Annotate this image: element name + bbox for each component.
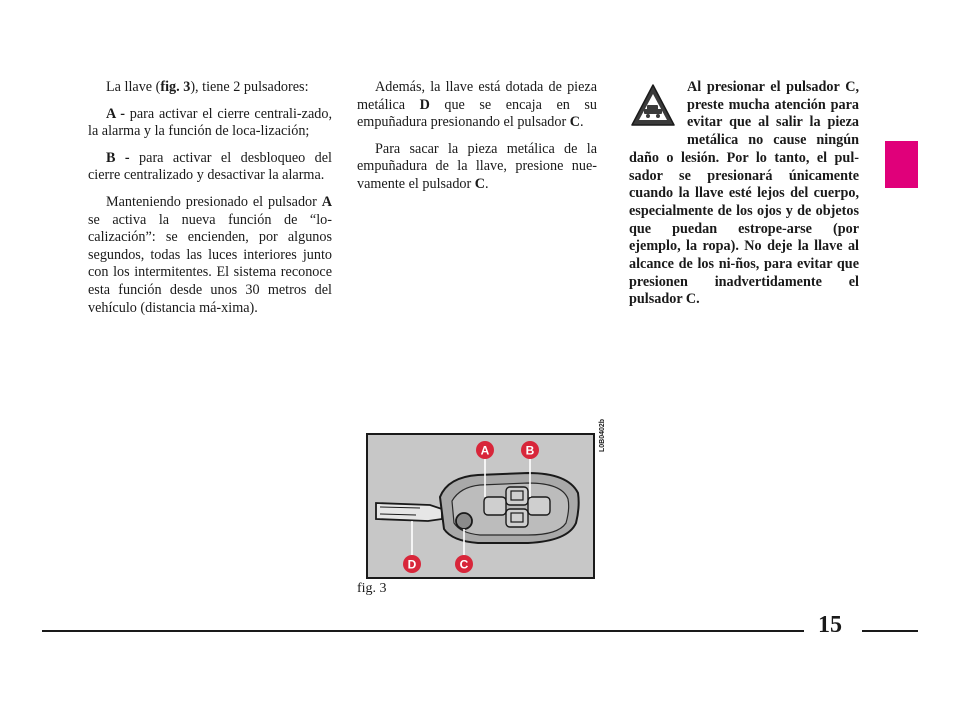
label-d: D — [407, 557, 417, 572]
metal-piece-text-mid: que se encaja en su empuñadura presionando el pulsador — [357, 96, 597, 131]
remove-text: Para sacar la pieza metálica de la empuñadura de la llave, presione nue-vamente el pulsador — [357, 140, 597, 192]
item-a-label: A - — [106, 105, 125, 122]
intro-text-end: ), tiene 2 pulsadores: — [190, 79, 309, 95]
localization-text-end: se activa la nueva función de “lo-calización”: se encienden, por algunos segundos, todas las luces interiores junto con los intermitentes. El sistema reconoce esta función desde unos 30 metros del vehículo (distancia má-xima). — [88, 211, 332, 316]
footer-rule-right — [862, 630, 918, 632]
warning-triangle-icon — [629, 81, 677, 131]
key-illustration — [368, 435, 593, 577]
localization-key: A — [321, 193, 332, 210]
footer-rule-left — [42, 630, 804, 632]
item-b-label: B - — [106, 149, 130, 166]
page-number: 15 — [818, 612, 842, 638]
remove-paragraph — [357, 141, 597, 194]
figure-code: L0B0402b — [599, 418, 606, 452]
column-left — [88, 79, 332, 326]
localization-text: Manteniendo presionado el pulsador — [106, 193, 322, 210]
warning-column — [629, 79, 859, 309]
item-a-text: para activar el cierre centrali-zado, la alarma y la función de loca-lización; — [88, 105, 332, 140]
figure-reference: fig. 3 — [160, 79, 191, 95]
metal-piece-text: Además, la llave está dotada de pieza metálica — [357, 79, 597, 113]
key-figure — [366, 433, 595, 579]
label-a: A — [480, 443, 490, 458]
item-b-text: para activar el desbloqueo del cierre centralizado y desactivar la alarma. — [88, 149, 332, 184]
section-tab-marker — [885, 141, 918, 188]
figure-caption: fig. 3 — [357, 581, 387, 596]
key-d: D — [419, 96, 430, 113]
item-a — [88, 106, 332, 141]
metal-piece-text-end: . — [580, 114, 584, 131]
label-c: C — [459, 557, 469, 572]
label-b: B — [525, 443, 535, 458]
remove-text-end: . — [485, 175, 489, 192]
metal-piece-paragraph — [357, 79, 597, 132]
warning-text: Al presionar el pulsador C, preste mucha atención para evitar que al salir la pieza metálica no cause ningún daño o lesión. Por lo tanto, el pul-sador se presionará únicamente cuando la llave esté lejos del cuerpo, especialmente de los ojos y de objetos que puedan estrope-arse (por ejemplo, la ropa). No deje la llave al alcance de los ni-ños, para evitar que presionen inadvertidamente el pulsador C. — [629, 79, 859, 308]
intro-paragraph — [88, 79, 332, 97]
item-b — [88, 150, 332, 185]
remove-key-c: C — [474, 175, 486, 192]
localization-paragraph — [88, 194, 332, 317]
column-middle — [357, 79, 597, 203]
key-c: C — [569, 114, 581, 131]
intro-text: La llave ( — [106, 79, 161, 95]
